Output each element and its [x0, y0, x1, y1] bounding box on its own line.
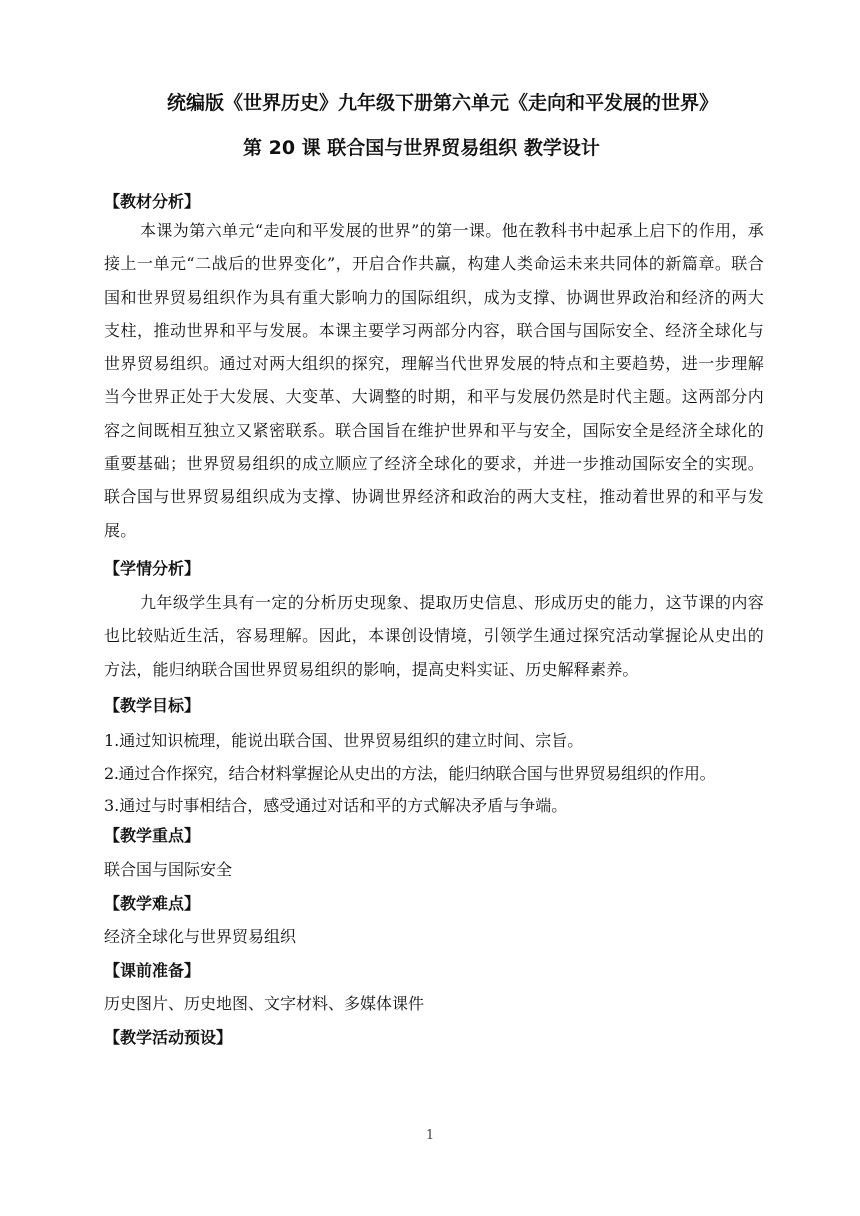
- preparation-heading: 【课前准备】: [104, 961, 201, 980]
- preparation-text: 历史图片、历史地图、文字材料、多媒体课件: [104, 994, 425, 1013]
- student-analysis-heading: 【学情分析】: [104, 559, 201, 578]
- teaching-goals-heading: 【教学目标】: [104, 696, 201, 715]
- activities-heading: 【教学活动预设】: [104, 1028, 233, 1047]
- materials-analysis-paragraph: 本课为第六单元“走向和平发展的世界”的第一课。他在教科书中起承上启下的作用，承接上一单元“二战后的世界变化”，开启合作共赢，构建人类命运未来共同体的新篇章。联合国和世界贸易组织作为具有重大影响力的国际组织，成为支撑、协调世界政治和经济的两大支柱，推动世界和平与发展。本课主要学习两部分内容，联合国与国际安全、经济全球化与世界贸易组织。通过对两大组织的探究，理解当代世界发展的特点和主要趋势，进一步理解当今世界正处于大发展、大变革、大调整的时期，和平与发展仍然是时代主题。这两部分内容之间既相互独立又紧密联系。联合国旨在维护世界和平与安全，国际安全是经济全球化的重要基础；世界贸易组织的成立顺应了经济全球化的要求，并进一步推动国际安全的实现。联合国与世界贸易组织成为支撑、协调世界经济和政治的两大支柱，推动着世界的和平与发展。: [104, 221, 764, 540]
- teaching-goal-item-1: 1.通过知识梳理，能说出联合国、世界贸易组织的建立时间、宗旨。: [104, 731, 584, 750]
- teaching-goal-item-2: 2.通过合作探究，结合材料掌握论从史出的方法，能归纳联合国与世界贸易组织的作用。: [104, 764, 716, 783]
- teaching-goal-item-3: 3.通过与时事相结合，感受通过对话和平的方式解决矛盾与争端。: [104, 796, 568, 815]
- student-analysis-paragraph: 九年级学生具有一定的分析历史现象、提取历史信息、形成历史的能力，这节课的内容也比较贴近生活，容易理解。因此，本课创设情境，引领学生通过探究活动掌握论从史出的方法，能归纳联合国世界贸易组织的影响，提高史料实证、历史解释素养。: [104, 593, 764, 679]
- key-points-heading: 【教学重点】: [104, 826, 201, 845]
- difficult-points-heading: 【教学难点】: [104, 894, 201, 913]
- document-title: 统编版《世界历史》九年级下册第六单元《走向和平发展的世界》: [167, 92, 719, 114]
- difficult-points-text: 经济全球化与世界贸易组织: [104, 927, 297, 946]
- lesson-title: 第 20 课 联合国与世界贸易组织 教学设计: [243, 137, 600, 159]
- key-points-text: 联合国与国际安全: [104, 860, 233, 879]
- page-number: 1: [425, 1128, 435, 1143]
- materials-analysis-heading: 【教材分析】: [104, 192, 201, 211]
